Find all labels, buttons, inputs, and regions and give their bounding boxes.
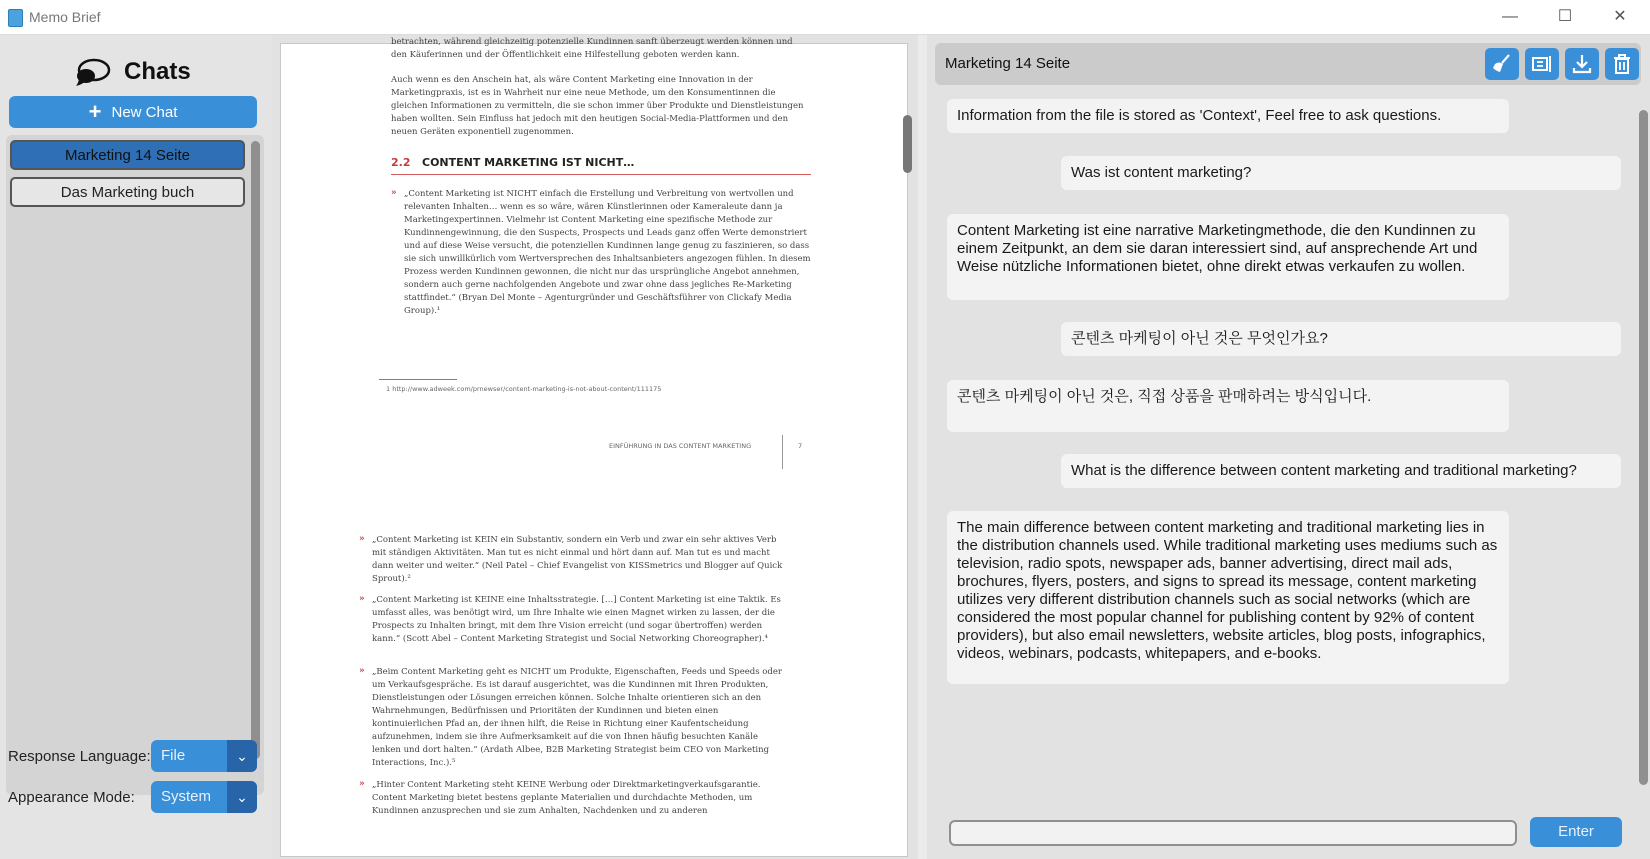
doc-section-heading	[391, 156, 634, 169]
response-language-value: File	[161, 747, 186, 764]
doc-bullet: »	[359, 666, 365, 676]
minimize-button[interactable]: —	[1502, 8, 1518, 25]
document-viewer	[272, 35, 918, 859]
sidebar	[0, 35, 272, 859]
response-language-label: Response Language:	[8, 748, 151, 765]
appearance-mode-label: Appearance Mode:	[8, 789, 135, 806]
appearance-mode-value: System	[161, 788, 212, 805]
doc-cut-paragraph: betrachten, während gleichzeitig potenzielle Kundinnen sanft überzeugt werden können und den Käuferinnen und der Öffentlichkeit eine Hilfestellung geboten werden kann.	[391, 37, 793, 60]
chat-list	[6, 135, 264, 795]
app-icon	[8, 9, 23, 27]
document-scrollbar[interactable]	[903, 115, 912, 173]
new-chat-label: New Chat	[111, 103, 178, 121]
doc-footnote: 1 http://www.adweek.com/prnewser/content-marketing-is-not-about-content/111175	[386, 385, 662, 393]
chat-bubbles-icon	[74, 58, 112, 88]
doc-quote-text: „Content Marketing ist NICHT einfach die Erstellung und Verbreitung von wertvollen und relevanten Inhalten… wenn es so wäre, wären Künstlerinnen oder Kameraleute dann ja Marketingexpertinnen. Vielmehr ist Content Marketing eine spezifische Methode zur Kundinnengewinnung, die den Suspects, Prospects und Leads ganz offen Werte demonstriert und auf diese Weise versucht, die potenziellen Kundinnen lange genug zu faszinieren, so dass sie sich unwillkürlich vom Wertversprechen des Inhaltsanbieters angezogen fühlen. In diesem Prozess werden Kundinnen gewonnen, die nicht nur das ursprüngliche Angebot annehmen, sondern auch gerne nachfolgenden Angebote und zwar ohne dass jegliches Re-Marketing stattfindet.“ (Bryan Del Monte – Agenturgründer und Geschäftsführer von Clickafy Media Group).¹	[404, 189, 811, 316]
clear-chat-button[interactable]	[1485, 48, 1519, 80]
chat-input[interactable]	[949, 820, 1517, 846]
ai-message: Information from the file is stored as 'Context', Feel free to ask questions.	[947, 99, 1509, 133]
doc-running-head: EINFÜHRUNG IN DAS CONTENT MARKETING	[609, 442, 752, 450]
sidebar-title: Chats	[124, 58, 191, 85]
chat-pane	[927, 35, 1650, 859]
chat-list-scrollbar[interactable]	[251, 141, 260, 759]
split-view-icon	[1530, 52, 1554, 76]
doc-page-divider	[782, 435, 783, 469]
enter-button[interactable]: Enter	[1530, 817, 1622, 847]
delete-chat-button[interactable]	[1605, 48, 1639, 80]
doc-quote-text: „Content Marketing ist KEINE eine Inhaltsstrategie. […] Content Marketing ist eine Taktik. Es umfasst alles, was benötigt wird, um Ihre Inhalte wie einen Magnet wirken zu lassen, der die Prospects zu Inhalten bringt, mit dem Ihre Vision erreicht (und sogar übertroffen) werden kann.“ (Scott Abel – Content Marketing Strategist und Social Networking Choreographer).⁴	[372, 595, 781, 644]
doc-footnote-rule	[379, 379, 457, 380]
maximize-button[interactable]: ☐	[1557, 8, 1573, 25]
doc-bullet: »	[359, 779, 365, 789]
chat-item-marketing-14-seite[interactable]: Marketing 14 Seite	[10, 140, 245, 170]
doc-quote	[391, 188, 811, 318]
doc-bullet: »	[359, 534, 365, 544]
document-page[interactable]	[280, 37, 908, 857]
doc-quote-text: „Hinter Content Marketing steht KEINE Werbung oder Direktmarketingverkaufsgarantie. Content Marketing bietet bestens geplante Materialien und durchdachte Methoden, um Kundinnen anzusprechen und sie zum Anhalten, Nachdenken und zu anderen	[372, 780, 761, 816]
user-message: 콘텐츠 마케팅이 아닌 것은 무엇인가요?	[1061, 322, 1621, 356]
doc-quote	[359, 666, 785, 770]
chat-item-das-marketing-buch[interactable]: Das Marketing buch	[10, 177, 245, 207]
user-message: What is the difference between content marketing and traditional marketing?	[1061, 454, 1621, 488]
app-title: Memo Brief	[29, 9, 101, 25]
broom-icon	[1490, 52, 1514, 76]
doc-bullet: »	[391, 188, 397, 198]
message-list	[935, 95, 1641, 795]
doc-quote-text: „Content Marketing ist KEIN ein Substantiv, sondern ein Verb und zwar ein sehr aktives Verb mit ständigen Aktivitäten. Man tut es nicht einmal und hört dann auf. Man tut es und macht dann weiter und weiter.“ (Neil Patel – Chief Evangelist von KISSmetrics und Blogger auf Quick Sprout).²	[372, 535, 783, 584]
appearance-mode-select[interactable]	[151, 781, 257, 813]
doc-page-number: 7	[798, 442, 803, 450]
doc-quote	[359, 534, 785, 586]
chat-header	[935, 43, 1641, 85]
doc-heading-rule	[391, 174, 811, 175]
doc-quote	[359, 779, 785, 818]
toggle-document-button[interactable]	[1525, 48, 1559, 80]
doc-quote	[359, 594, 785, 646]
ai-message: The main difference between content marketing and traditional marketing lies in the distribution channels used. While traditional marketing uses mediums such as television, radio spots, newspaper ads, banner advertising, direct mail ads, brochures, flyers, posters, and signs to spread its message, content marketing utilizes very different distribution channels such as social networks (which are considered the most popular channel for publishing content by 92% of content providers), but also email newsletters, website articles, blog posts, infographics, videos, webinars, podcasts, whitepapers, and e-books.	[947, 511, 1509, 684]
chevron-down-icon[interactable]: ⌄	[227, 740, 257, 772]
doc-section-title: CONTENT MARKETING IST NICHT…	[422, 156, 635, 169]
trash-icon	[1610, 52, 1634, 76]
doc-section-number: 2.2	[391, 156, 411, 169]
plus-icon: +	[88, 99, 102, 124]
close-button[interactable]: ✕	[1613, 8, 1627, 25]
ai-message: Content Marketing ist eine narrative Marketingmethode, die den Kundinnen zu einem Zeitpunkt, an dem sie daran interessiert sind, auf ansprechende Art und Weise nützliche Informationen bietet, ohne direkt etwas verkaufen zu wollen.	[947, 214, 1509, 300]
title-bar	[0, 0, 1650, 35]
chat-scrollbar[interactable]	[1639, 110, 1648, 785]
doc-quote-text: „Beim Content Marketing geht es NICHT um Produkte, Eigenschaften, Feeds und Speeds oder um Verkaufsgespräche. Es ist darauf ausgerichtet, was die Kundinnen mit Ihren Produkten, Dienstleistungen oder Lösungen erreichen können. Solche Inhalte orientieren sich an den Wahrnehmungen, Bedürfnissen und Prioritäten der Kundinnen und bieten einen kontinuierlichen Pfad an, der ihnen hilft, die Reise in Richtung einer Kaufentscheidung aufzunehmen, indem sie ihre Aufmerksamkeit auf die von Ihnen häufig besuchten Kanäle lenken und dort halten.“ (Ardath Albee, B2B Marketing Strategist beim CEO von Marketing Interactions, Inc.).⁵	[372, 667, 782, 768]
chevron-down-icon[interactable]: ⌄	[227, 781, 257, 813]
response-language-select[interactable]	[151, 740, 257, 772]
chat-title: Marketing 14 Seite	[945, 55, 1071, 72]
doc-paragraph: Auch wenn es den Anschein hat, als wäre Content Marketing eine Innovation in der Marketingpraxis, ist es in Wahrheit nur eine neue Methode, um den Konsumentinnen die gleichen Informationen zu vermitteln, die sie schon immer über Produkte und Dienstleistungen haben wollten. Sein Einfluss hat jedoch mit den heutigen Social-Media-Plattformen und den neuen Geräten exponentiell zugenommen.	[391, 75, 804, 137]
download-button[interactable]	[1565, 48, 1599, 80]
new-chat-button[interactable]	[9, 96, 257, 128]
doc-bullet: »	[359, 594, 365, 604]
user-message: Was ist content marketing?	[1061, 156, 1621, 190]
download-icon	[1570, 52, 1594, 76]
ai-message: 콘텐츠 마케팅이 아닌 것은, 직접 상품을 판매하려는 방식입니다.	[947, 380, 1509, 432]
